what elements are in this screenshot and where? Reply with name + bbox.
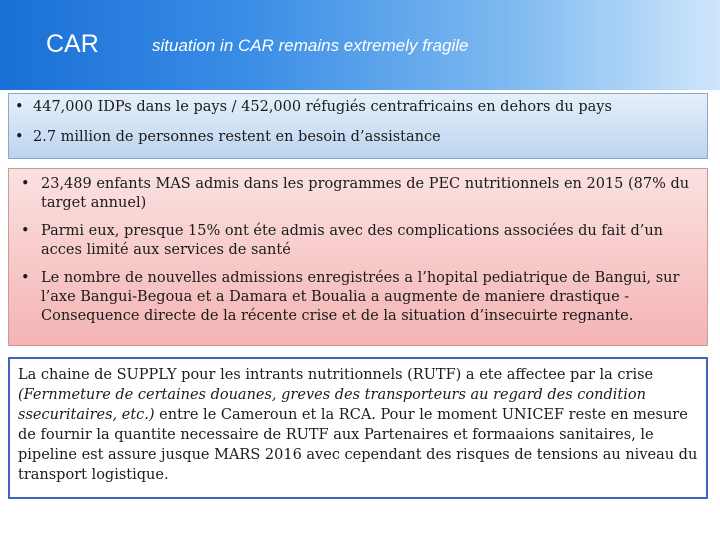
list-item: • 447,000 IDPs dans le pays / 452,000 réfugiés centrafricains en dehors du pays: [15, 99, 612, 115]
supply-paragraph: La chaine de SUPPLY pour les intrants nutritionnels (RUTF) a ete affectee par la crise (Fernmeture de certaines douanes, greves des transporteurs au regard des condition ssecuritaires, etc.) entre le Cameroun et la RCA. Pour le moment UNICEF reste en mesure de fournir la quantite necessaire de RUTF aux Partenaires et formaaions sanitaires, le pipeline est assure jusque MARS 2016 avec cependant des risques de tensions au niveau du transport logistique.: [18, 367, 698, 483]
list-item: • Parmi eux, presque 15% ont éte admis avec des complications associées du fait d’un acces limité aux services de santé: [21, 223, 664, 258]
title-bar: [0, 0, 720, 90]
list-item: • Le nombre de nouvelles admissions enregistrées a l’hopital pediatrique de Bangui, sur l’axe Bangui-Begoua et a Damara et Boualia a augmente de maniere drastique - Consequence directe de la récente crise et de la situation d’insecuirte regnante.: [21, 270, 680, 324]
supply-chain-box: [8, 357, 708, 499]
nutrition-figures-box: [8, 168, 708, 346]
bullet-icon: •: [21, 176, 30, 192]
country-code: CAR: [46, 30, 99, 58]
bullet-icon: •: [15, 99, 24, 115]
bullet-icon: •: [21, 223, 30, 239]
slide-subtitle: situation in CAR remains extremely fragile: [152, 36, 469, 55]
bullet-icon: •: [15, 129, 24, 145]
list-item: • 23,489 enfants MAS admis dans les programmes de PEC nutritionnels en 2015 (87% du target annuel): [21, 176, 690, 211]
supply-note-italic: (Fernmeture de certaines douanes, greves des transporteurs au regard des condition ssecuritaires, etc.): [18, 387, 646, 423]
list-item: • 2.7 million de personnes restent en besoin d’assistance: [15, 129, 441, 145]
bullet-icon: •: [21, 270, 30, 286]
population-figures-box: [8, 93, 708, 159]
